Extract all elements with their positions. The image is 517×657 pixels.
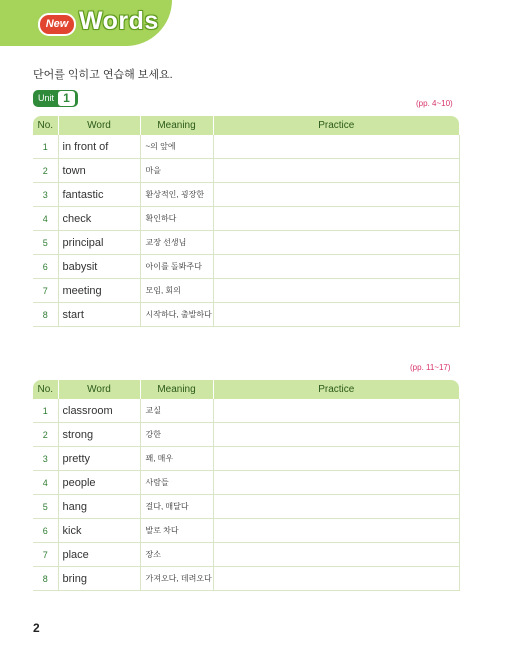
logo-words-text: Words: [79, 7, 159, 35]
row-number: 4: [33, 207, 58, 231]
table-row: [33, 519, 459, 543]
row-number: 7: [33, 543, 58, 567]
table-header-row: [33, 380, 459, 399]
header-meaning: Meaning: [140, 380, 213, 399]
word-cell: babysit: [58, 255, 140, 279]
meaning-cell: 걸다, 매달다: [140, 495, 213, 519]
word-cell: kick: [58, 519, 140, 543]
page-reference-2: (pp. 11~17): [410, 363, 451, 372]
meaning-cell: 가져오다, 데려오다: [140, 567, 213, 591]
header-meaning: Meaning: [140, 116, 213, 135]
row-number: 8: [33, 303, 58, 327]
table-header-row: [33, 116, 459, 135]
meaning-cell: 교실: [140, 399, 213, 423]
table-row: [33, 279, 459, 303]
practice-field[interactable]: [213, 519, 459, 543]
practice-field[interactable]: [213, 231, 459, 255]
table-row: [33, 471, 459, 495]
header-word: Word: [58, 380, 140, 399]
word-cell: people: [58, 471, 140, 495]
word-cell: place: [58, 543, 140, 567]
practice-field[interactable]: [213, 303, 459, 327]
row-number: 3: [33, 447, 58, 471]
word-cell: in front of: [58, 135, 140, 159]
table-row: [33, 423, 459, 447]
header-practice: Practice: [213, 116, 459, 135]
page-number: 2: [33, 621, 40, 635]
row-number: 4: [33, 471, 58, 495]
header-no: No.: [33, 116, 58, 135]
row-number: 2: [33, 159, 58, 183]
word-cell: classroom: [58, 399, 140, 423]
practice-field[interactable]: [213, 135, 459, 159]
word-cell: strong: [58, 423, 140, 447]
unit-number: 1: [58, 91, 75, 106]
table-row: [33, 303, 459, 327]
practice-field[interactable]: [213, 399, 459, 423]
header-word: Word: [58, 116, 140, 135]
word-cell: principal: [58, 231, 140, 255]
practice-field[interactable]: [213, 255, 459, 279]
meaning-cell: 확인하다: [140, 207, 213, 231]
meaning-cell: ~의 앞에: [140, 135, 213, 159]
table-row: [33, 567, 459, 591]
meaning-cell: 발로 차다: [140, 519, 213, 543]
header-no: No.: [33, 380, 58, 399]
practice-field[interactable]: [213, 543, 459, 567]
table-row: [33, 231, 459, 255]
meaning-cell: 시작하다, 출발하다: [140, 303, 213, 327]
meaning-cell: 아이를 돌봐주다: [140, 255, 213, 279]
practice-field[interactable]: [213, 159, 459, 183]
meaning-cell: 환상적인, 굉장한: [140, 183, 213, 207]
word-cell: pretty: [58, 447, 140, 471]
word-cell: start: [58, 303, 140, 327]
meaning-cell: 사람들: [140, 471, 213, 495]
word-cell: hang: [58, 495, 140, 519]
practice-field[interactable]: [213, 495, 459, 519]
row-number: 8: [33, 567, 58, 591]
row-number: 6: [33, 255, 58, 279]
vocab-table-2: [33, 380, 460, 591]
practice-field[interactable]: [213, 423, 459, 447]
meaning-cell: 꽤, 매우: [140, 447, 213, 471]
meaning-cell: 장소: [140, 543, 213, 567]
word-cell: check: [58, 207, 140, 231]
row-number: 1: [33, 399, 58, 423]
practice-field[interactable]: [213, 183, 459, 207]
practice-field[interactable]: [213, 471, 459, 495]
row-number: 1: [33, 135, 58, 159]
table-row: [33, 183, 459, 207]
vocab-table-1: [33, 116, 460, 327]
practice-field[interactable]: [213, 207, 459, 231]
instruction-text: 단어를 익히고 연습해 보세요.: [33, 69, 173, 81]
unit-label: Unit: [38, 93, 55, 103]
table-row: [33, 543, 459, 567]
word-cell: bring: [58, 567, 140, 591]
row-number: 3: [33, 183, 58, 207]
page-reference-1: (pp. 4~10): [416, 99, 453, 108]
unit-badge: [33, 90, 78, 107]
meaning-cell: 강한: [140, 423, 213, 447]
word-cell: meeting: [58, 279, 140, 303]
row-number: 7: [33, 279, 58, 303]
practice-field[interactable]: [213, 447, 459, 471]
table-row: [33, 135, 459, 159]
table-row: [33, 255, 459, 279]
table-row: [33, 159, 459, 183]
row-number: 6: [33, 519, 58, 543]
header-practice: Practice: [213, 380, 459, 399]
word-cell: fantastic: [58, 183, 140, 207]
meaning-cell: 교장 선생님: [140, 231, 213, 255]
meaning-cell: 마을: [140, 159, 213, 183]
row-number: 2: [33, 423, 58, 447]
table-row: [33, 207, 459, 231]
meaning-cell: 모임, 회의: [140, 279, 213, 303]
row-number: 5: [33, 495, 58, 519]
practice-field[interactable]: [213, 567, 459, 591]
table-row: [33, 495, 459, 519]
word-cell: town: [58, 159, 140, 183]
table-row: [33, 399, 459, 423]
row-number: 5: [33, 231, 58, 255]
logo-new-badge: New: [38, 13, 76, 36]
table-row: [33, 447, 459, 471]
practice-field[interactable]: [213, 279, 459, 303]
